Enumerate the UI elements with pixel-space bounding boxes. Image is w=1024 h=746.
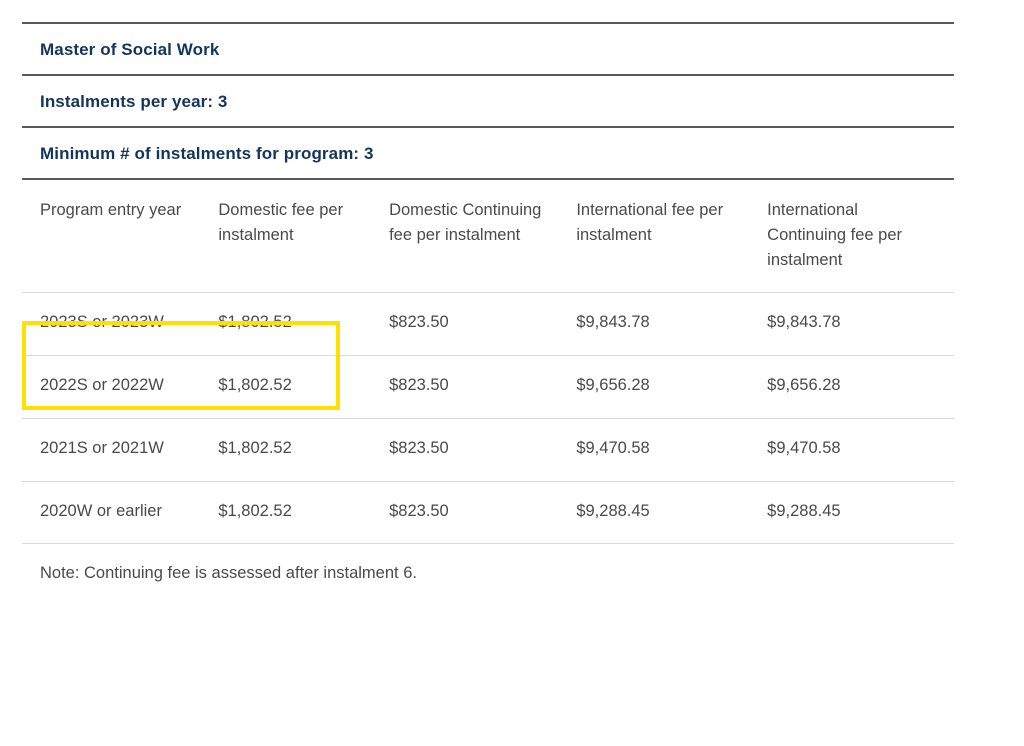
cell-entry-year: 2020W or earlier — [22, 481, 200, 544]
cell-domestic-fee: $1,802.52 — [200, 293, 371, 356]
cell-entry-year: 2022S or 2022W — [22, 356, 200, 419]
column-header-program-entry-year: Program entry year — [22, 179, 200, 293]
table-row — [22, 418, 954, 481]
cell-international-fee: $9,288.45 — [558, 481, 749, 544]
table-row — [22, 481, 954, 544]
instalments-per-year-label: Instalments per year: 3 — [22, 75, 954, 127]
cell-entry-year: 2023S or 2023W — [22, 293, 200, 356]
program-fee-table — [22, 22, 954, 593]
continuing-fee-note: Note: Continuing fee is assessed after instalment 6. — [22, 544, 954, 594]
cell-domestic-fee: $1,802.52 — [200, 481, 371, 544]
column-header-international-fee: International fee per instalment — [558, 179, 749, 293]
minimum-instalments-row — [22, 127, 954, 179]
cell-international-continuing-fee: $9,843.78 — [749, 293, 954, 356]
cell-international-continuing-fee: $9,656.28 — [749, 356, 954, 419]
table-row — [22, 293, 954, 356]
cell-international-continuing-fee: $9,288.45 — [749, 481, 954, 544]
column-header-domestic-continuing-fee: Domestic Continuing fee per instalment — [371, 179, 558, 293]
cell-domestic-continuing-fee: $823.50 — [371, 481, 558, 544]
column-header-international-continuing-fee: International Continuing fee per instalment — [749, 179, 954, 293]
column-header-domestic-fee: Domestic fee per instalment — [200, 179, 371, 293]
cell-domestic-continuing-fee: $823.50 — [371, 418, 558, 481]
cell-entry-year: 2021S or 2021W — [22, 418, 200, 481]
cell-international-fee: $9,843.78 — [558, 293, 749, 356]
cell-domestic-fee: $1,802.52 — [200, 418, 371, 481]
program-title-row — [22, 23, 954, 75]
minimum-instalments-label: Minimum # of instalments for program: 3 — [22, 127, 954, 179]
table-note-row — [22, 544, 954, 594]
instalments-per-year-row — [22, 75, 954, 127]
cell-international-fee: $9,656.28 — [558, 356, 749, 419]
table-row — [22, 356, 954, 419]
cell-international-fee: $9,470.58 — [558, 418, 749, 481]
page-title: Master of Social Work — [22, 23, 954, 75]
cell-domestic-fee: $1,802.52 — [200, 356, 371, 419]
table-header-row — [22, 179, 954, 293]
cell-domestic-continuing-fee: $823.50 — [371, 293, 558, 356]
cell-international-continuing-fee: $9,470.58 — [749, 418, 954, 481]
cell-domestic-continuing-fee: $823.50 — [371, 356, 558, 419]
